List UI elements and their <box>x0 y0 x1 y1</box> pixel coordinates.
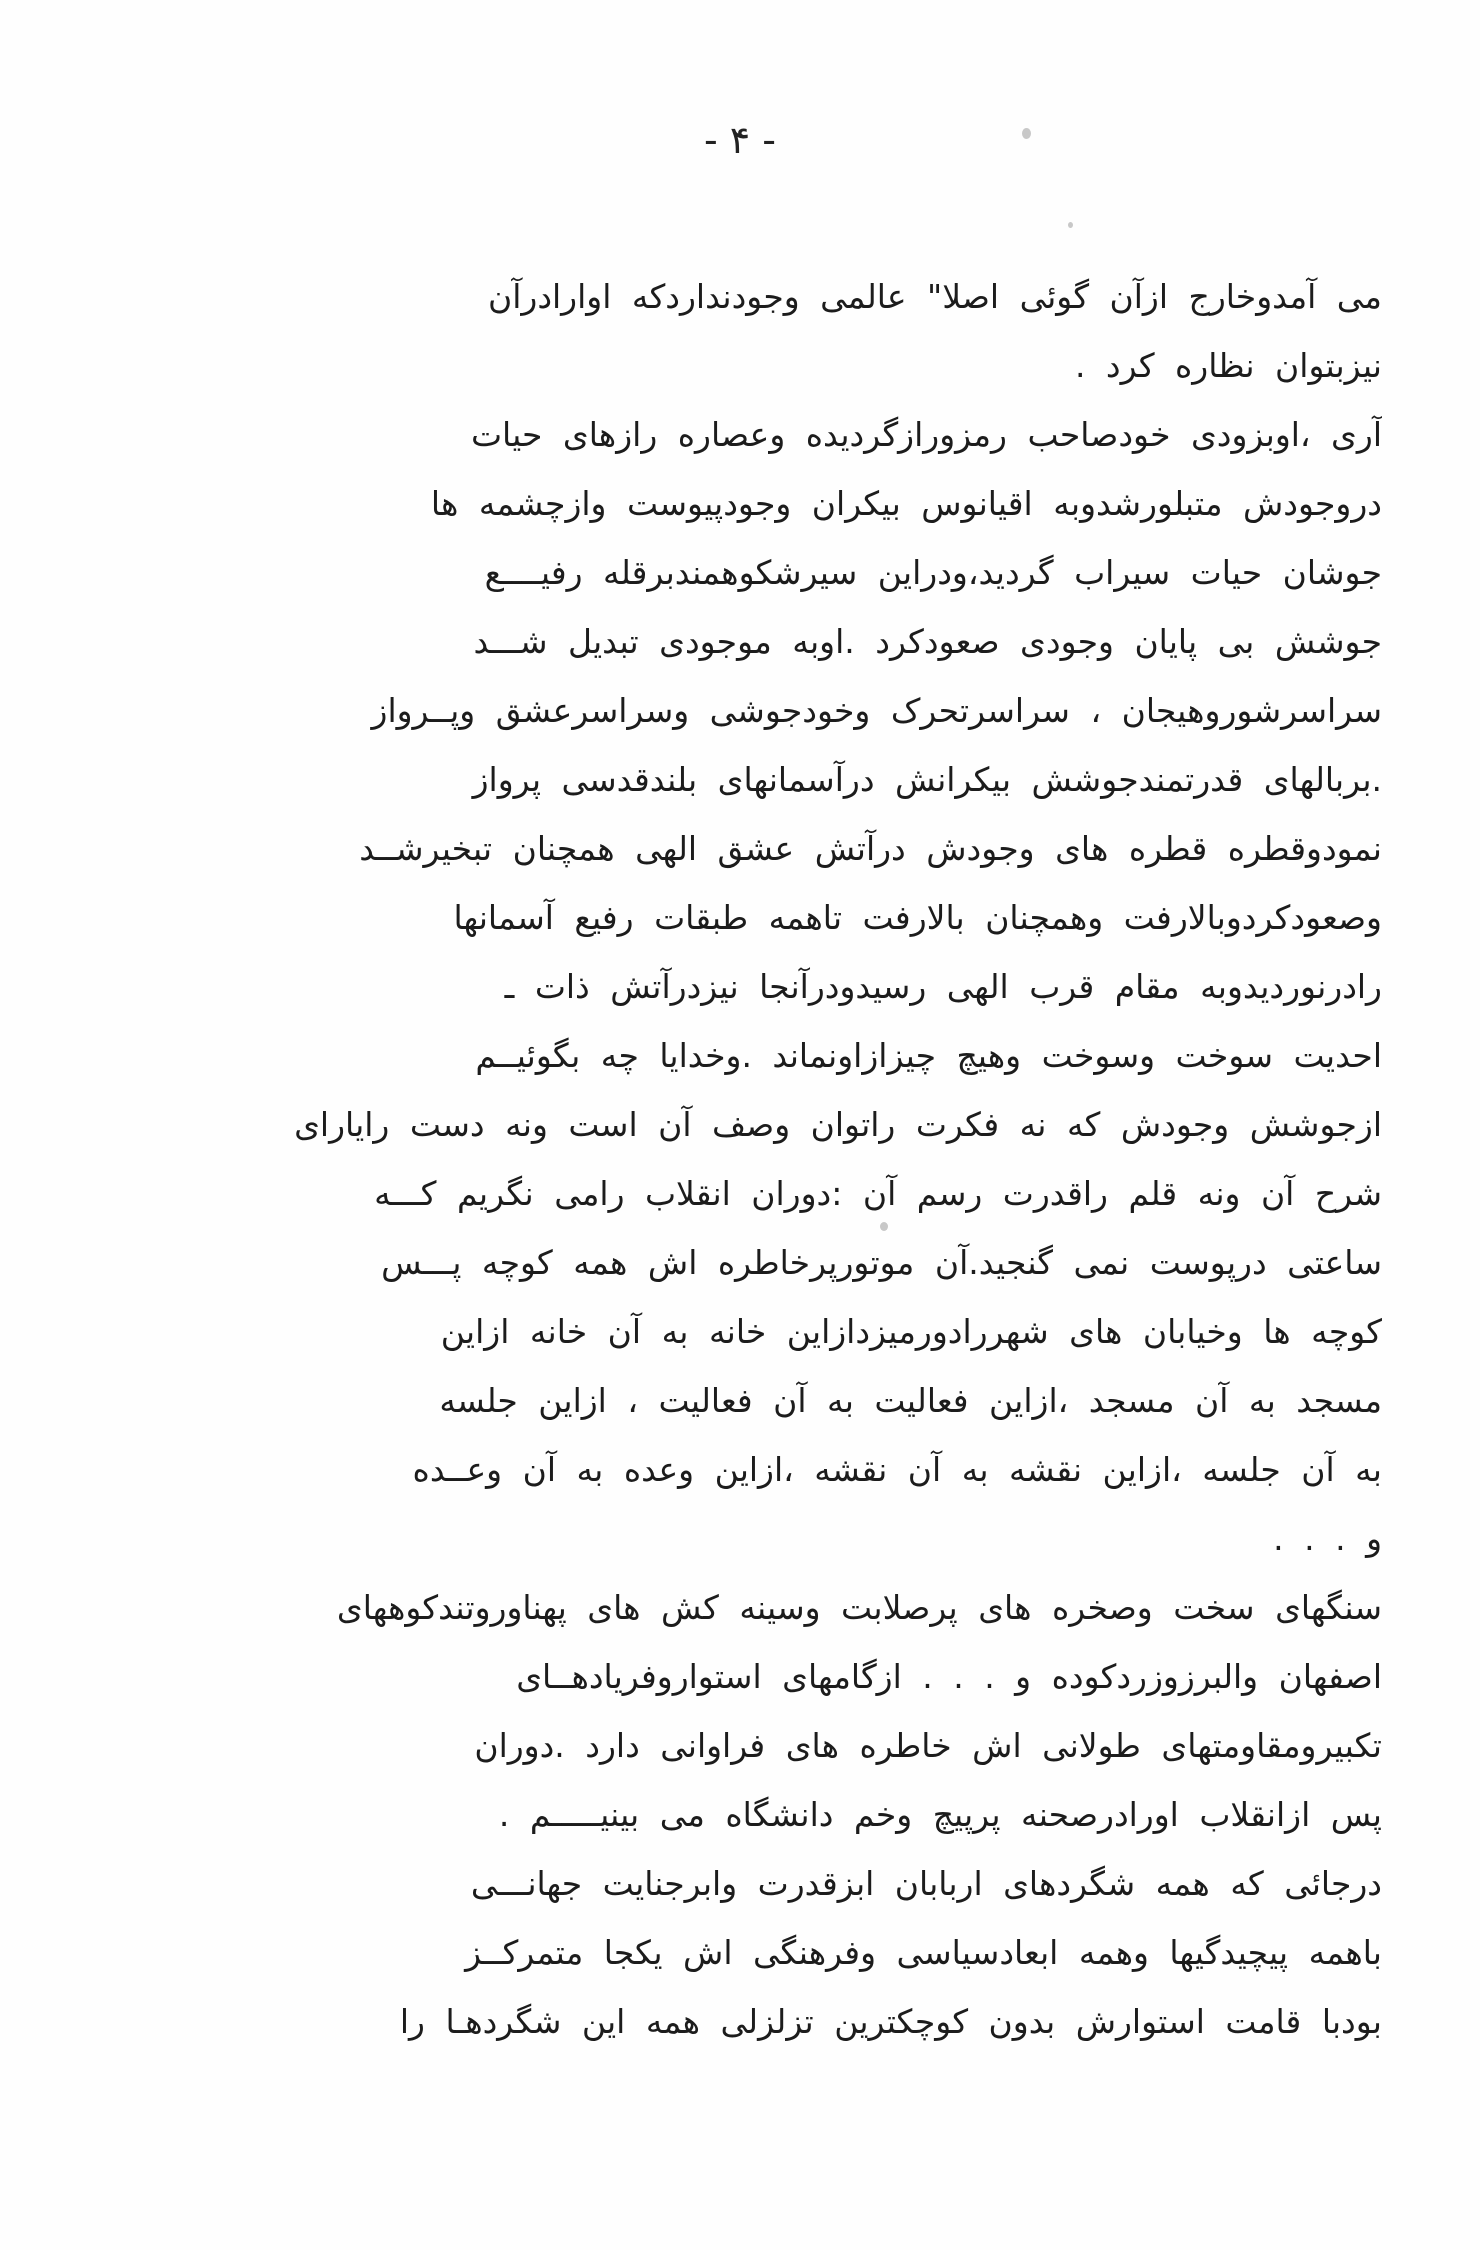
text-line: به آن جلسه ،ازاین نقشه به آن نقشه ،ازاین وعده به آن وعــده <box>412 1450 1382 1489</box>
text-line: شرح آن ونه قلم راقدرت رسم آن :دوران انقلاب رامی نگریم کـــه <box>374 1174 1382 1213</box>
text-line: و . . . <box>1273 1519 1382 1558</box>
text-line: کوچه ها وخیابان های شهررادورمیزدازاین خانه به آن خانه ازاین <box>440 1312 1382 1351</box>
text-line: بودبا قامت استوارش بدون کوچکترین تزلزلی همه این شگردهـا را <box>399 2002 1382 2041</box>
page-number: - ۴ - <box>704 118 776 162</box>
text-line: درجائی که همه شگردهای اربابان ابزقدرت وابرجنایت جهانـــی <box>470 1864 1382 1903</box>
ink-speck <box>1022 128 1031 139</box>
text-line: ساعتی درپوست نمی گنجید.آن موتورپرخاطره اش همه کوچه پـــس <box>381 1243 1382 1282</box>
body-text <box>22 262 1382 2056</box>
text-line: ازجوشش وجودش که نه فکرت راتوان وصف آن است ونه دست رایارای <box>294 1105 1382 1144</box>
text-line: نیزبتوان نظاره کرد . <box>1074 346 1382 385</box>
text-line: جوشش بی پایان وجودی صعودکرد .اوبه موجودی تبدیل شـــد <box>473 622 1382 661</box>
text-line: دروجودش متبلورشدوبه اقیانوس بیکران وجودپیوست وازچشمه ها <box>430 484 1382 523</box>
text-line: .بربالهای قدرتمندجوشش بیکرانش درآسمانهای بلندقدسی پرواز <box>472 760 1382 799</box>
text-line: می آمدوخارج ازآن گوئی اصلا" عالمی وجودنداردکه اوارادرآن <box>487 277 1382 316</box>
text-line: مسجد به آن مسجد ،ازاین فعالیت به آن فعالیت ، ازاین جلسه <box>439 1381 1382 1420</box>
text-line: باهمه پیچیدگیها وهمه ابعادسیاسی وفرهنگی اش یکجا متمرکــز <box>465 1933 1382 1972</box>
text-line: جوشان حیات سیراب گردید،ودراین سیرشکوهمندبرقله رفیــــع <box>484 553 1382 592</box>
text-line: اصفهان والبرزوزردکوده و . . . ازگامهای استواروفریادهــای <box>516 1657 1382 1696</box>
text-line: نمودوقطره قطره های وجودش درآتش عشق الهی همچنان تبخیرشــد <box>359 829 1382 868</box>
ink-speck <box>1068 222 1073 228</box>
text-line: سراسرشوروهیجان ، سراسرتحرک وخودجوشی وسراسرعشق وپــرواز <box>371 691 1382 730</box>
text-line: احدیت سوخت وسوخت وهیچ چیزازاونماند .وخدایا چه بگوئیــم <box>475 1036 1382 1075</box>
text-line: وصعودکردوبالارفت وهمچنان بالارفت تاهمه طبقات رفیع آسمانها <box>453 898 1382 937</box>
text-line: آری ،اوبزودی خودصاحب رمزورازگردیده وعصاره رازهای حیات <box>470 415 1382 454</box>
text-line: پس ازانقلاب اورادرصحنه پرپیچ وخم دانشگاه می بینیـــــم . <box>498 1795 1382 1834</box>
text-line: سنگهای سخت وصخره های پرصلابت وسینه کش های پهناوروتندکوههای <box>336 1588 1382 1627</box>
text-line: رادرنوردیدوبه مقام قرب الهی رسیدودرآنجا نیزدرآتش ذات ـ <box>504 967 1382 1006</box>
text-line: تکبیرومقاومتهای طولانی اش خاطره های فراوانی دارد .دوران <box>474 1726 1382 1765</box>
